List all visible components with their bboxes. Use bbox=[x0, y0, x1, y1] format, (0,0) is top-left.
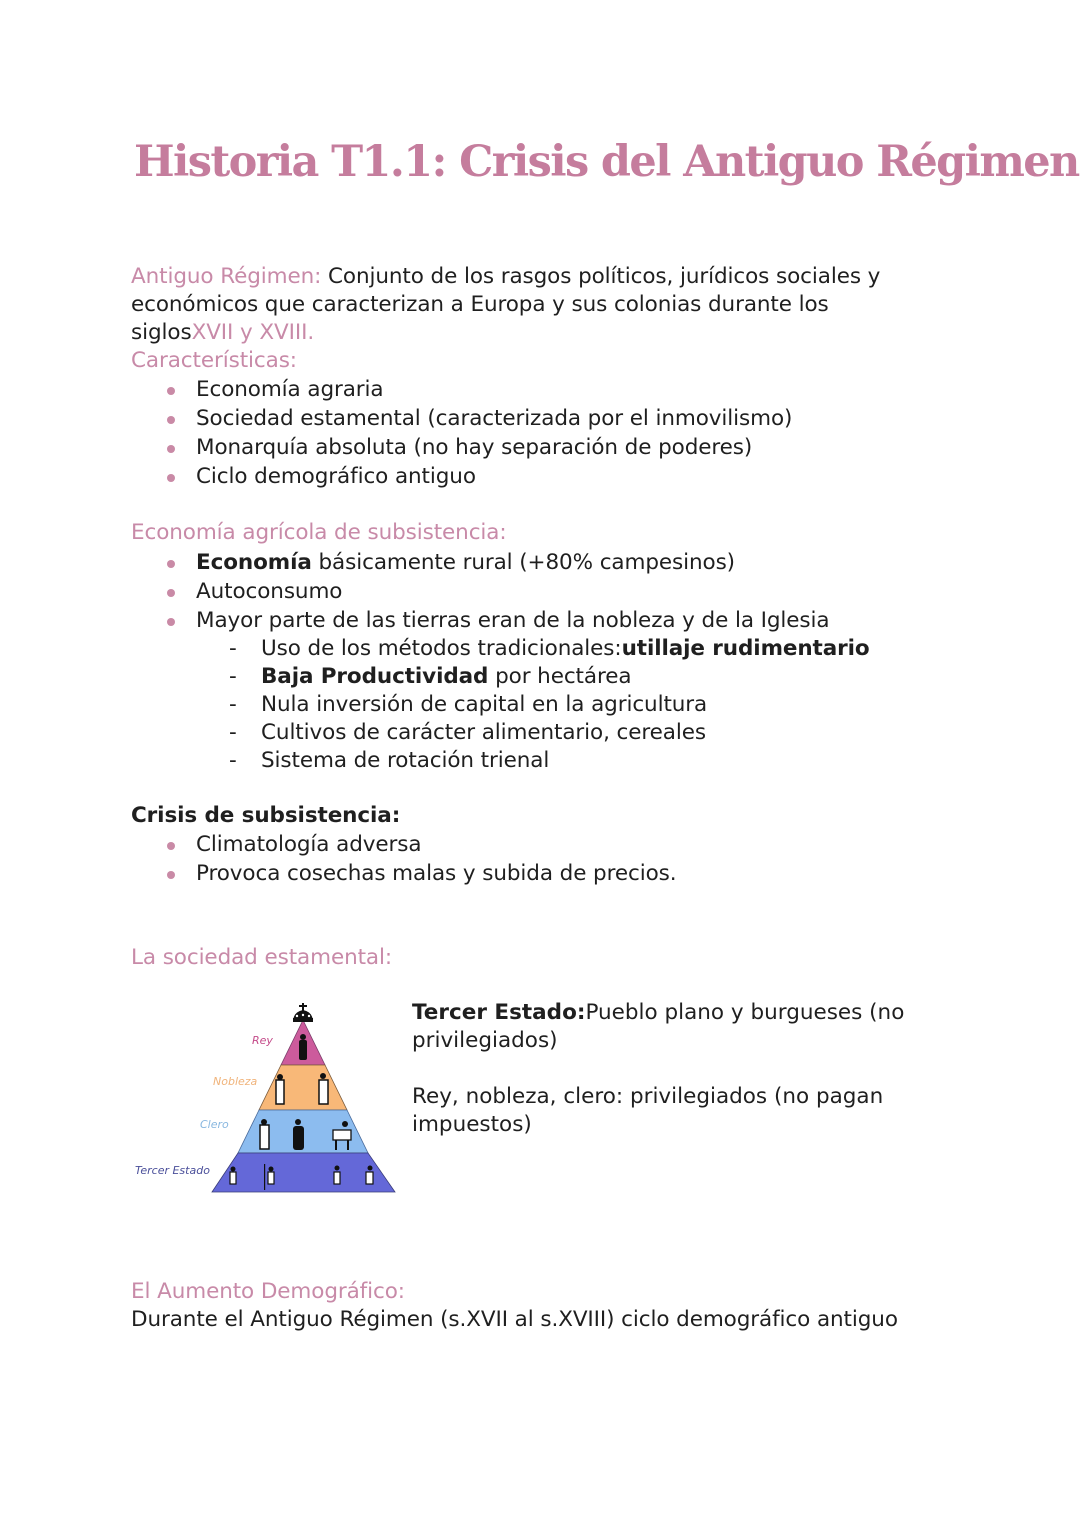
dash-icon: - bbox=[229, 720, 237, 745]
definition-text: Conjunto de los rasgos políticos, jurídicos sociales y bbox=[321, 264, 881, 289]
tercer-estado-text: Tercer Estado:Pueblo plano y burgueses (no privilegiados) bbox=[412, 1000, 905, 1053]
definition-text-line3: siglos bbox=[131, 320, 192, 345]
demografia-section bbox=[131, 1278, 951, 1334]
pyramid-label-tercer-estado: Tercer Estado bbox=[135, 1164, 210, 1177]
section-heading-crisis: Crisis de subsistencia: bbox=[131, 803, 401, 828]
pyramid-label-rey: Rey bbox=[252, 1034, 273, 1047]
term-antiguo-regimen: Antiguo Régimen: bbox=[131, 264, 322, 289]
privilegiados-text: Rey, nobleza, clero: privilegiados (no pagan impuestos) bbox=[412, 1084, 884, 1137]
section-heading-sociedad: La sociedad estamental: bbox=[131, 945, 393, 970]
page-title: Historia T1.1: Crisis del Antiguo Régimen bbox=[134, 137, 1079, 187]
list-item: Mayor parte de las tierras eran de la nobleza y de la Iglesia bbox=[131, 606, 951, 635]
sub-list-item: - Nula inversión de capital en la agricultura bbox=[229, 692, 708, 717]
pyramid-label-nobleza: Nobleza bbox=[213, 1075, 258, 1088]
bullet-icon bbox=[167, 589, 175, 597]
crown-icon bbox=[293, 1003, 313, 1022]
bullet-icon bbox=[167, 474, 175, 482]
section-heading-demografia: El Aumento Demográfico: bbox=[131, 1279, 405, 1304]
section-heading-economia: Economía agrícola de subsistencia: bbox=[131, 520, 507, 545]
bullet-icon bbox=[167, 387, 175, 395]
list-item: Sociedad estamental (caracterizada por el inmovilismo) bbox=[131, 404, 951, 433]
caracteristicas-list bbox=[131, 375, 951, 491]
section-heading-caracteristicas: Características: bbox=[131, 348, 297, 373]
crisis-section bbox=[131, 802, 951, 888]
bullet-icon bbox=[167, 560, 175, 568]
bullet-icon bbox=[167, 871, 175, 879]
list-item: Provoca cosechas malas y subida de precios. bbox=[131, 859, 951, 888]
list-item: Economía básicamente rural (+80% campesinos) bbox=[131, 548, 951, 577]
dash-icon: - bbox=[229, 636, 237, 661]
list-item: Climatología adversa bbox=[131, 830, 951, 859]
list-item: Autoconsumo bbox=[131, 577, 951, 606]
economia-section bbox=[131, 519, 951, 775]
sub-list-item: - Cultivos de carácter alimentario, cereales bbox=[229, 720, 706, 745]
sub-list-item: - Sistema de rotación trienal bbox=[229, 748, 550, 773]
sociedad-description bbox=[412, 999, 932, 1139]
social-pyramid-figure bbox=[125, 1000, 405, 1200]
definition-text-line2: económicos que caracterizan a Europa y sus colonias durante los bbox=[131, 292, 829, 317]
dash-icon: - bbox=[229, 748, 237, 773]
pyramid-label-clero: Clero bbox=[200, 1118, 229, 1131]
dash-icon: - bbox=[229, 664, 237, 689]
list-item: Ciclo demográfico antiguo bbox=[131, 462, 951, 491]
intro-definition bbox=[131, 263, 951, 375]
bullet-icon bbox=[167, 842, 175, 850]
bullet-icon bbox=[167, 618, 175, 626]
list-item: Monarquía absoluta (no hay separación de poderes) bbox=[131, 433, 951, 462]
list-item: Economía agraria bbox=[131, 375, 951, 404]
sub-list-item: - Uso de los métodos tradicionales:utillaje rudimentario bbox=[229, 636, 870, 661]
centuries-highlight: XVII y XVIII. bbox=[191, 320, 315, 345]
bullet-icon bbox=[167, 445, 175, 453]
dash-icon: - bbox=[229, 692, 237, 717]
demografia-text: Durante el Antiguo Régimen (s.XVII al s.XVIII) ciclo demográfico antiguo bbox=[131, 1307, 898, 1332]
sub-list-item: - Baja Productividad por hectárea bbox=[229, 664, 632, 689]
bullet-icon bbox=[167, 416, 175, 424]
